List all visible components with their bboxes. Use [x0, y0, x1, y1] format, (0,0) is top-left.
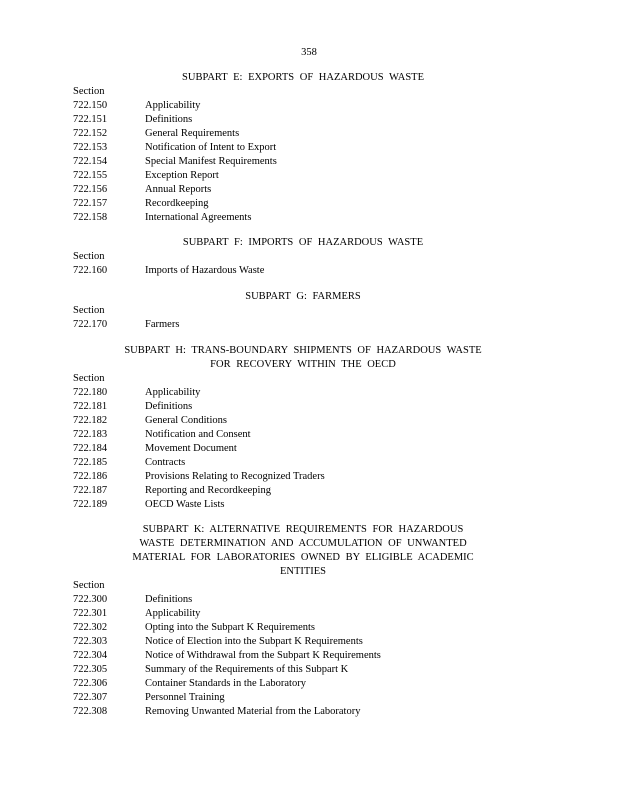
section-number: 722.157: [73, 198, 108, 209]
subpart-heading: SUBPART K: ALTERNATIVE REQUIREMENTS FOR HAZARDOUS: [142, 524, 464, 535]
section-title: Notice of Withdrawal from the Subpart K Requirements: [145, 650, 381, 661]
section-title: Applicability: [145, 608, 201, 619]
section-number: 722.305: [73, 664, 108, 675]
section-row: [73, 127, 533, 141]
section-row: [73, 318, 533, 332]
section-number: 722.155: [73, 170, 108, 181]
section-number: 722.189: [73, 499, 108, 510]
section-label: Section: [73, 86, 105, 97]
section-title: Reporting and Recordkeeping: [145, 485, 271, 496]
section-title: Applicability: [145, 387, 201, 398]
section-number: 722.150: [73, 100, 108, 111]
section-title: Recordkeeping: [145, 198, 209, 209]
section-title: Annual Reports: [145, 184, 212, 195]
section-title: Definitions: [145, 401, 193, 412]
subpart-f: [73, 236, 533, 278]
section-number: 722.154: [73, 156, 108, 167]
section-row: [73, 386, 533, 400]
section-title: OECD Waste Lists: [145, 499, 225, 510]
subpart-g: [73, 290, 533, 332]
section-title: Applicability: [145, 100, 201, 111]
section-row: [73, 649, 533, 663]
section-label: Section: [73, 251, 105, 262]
subpart-heading: SUBPART H: TRANS-BOUNDARY SHIPMENTS OF HAZARDOUS WASTE: [124, 345, 482, 356]
section-title: Exception Report: [145, 170, 219, 181]
section-title: Movement Document: [145, 443, 237, 454]
section-number: 722.187: [73, 485, 108, 496]
section-number: 722.307: [73, 692, 108, 703]
section-row: [73, 663, 533, 677]
section-row: [73, 484, 533, 498]
subpart-heading: SUBPART G: FARMERS: [245, 291, 361, 302]
section-title: Opting into the Subpart K Requirements: [145, 622, 316, 633]
section-title: Summary of the Requirements of this Subpart K: [145, 664, 349, 675]
section-number: 722.186: [73, 471, 108, 482]
section-row: [73, 155, 533, 169]
section-label: Section: [73, 580, 105, 591]
section-label: Section: [73, 373, 105, 384]
section-row: [73, 428, 533, 442]
section-number: 722.181: [73, 401, 108, 412]
section-row: [73, 691, 533, 705]
section-row: [73, 593, 533, 607]
section-number: 722.303: [73, 636, 108, 647]
subpart-k: [73, 523, 533, 719]
section-row: [73, 264, 533, 278]
section-number: 722.302: [73, 622, 108, 633]
section-number: 722.185: [73, 457, 108, 468]
section-row: [73, 635, 533, 649]
section-number: 722.300: [73, 594, 108, 605]
section-title: Notification and Consent: [145, 429, 251, 440]
section-row: [73, 498, 533, 512]
section-title: Special Manifest Requirements: [145, 156, 277, 167]
page-number: 358: [301, 47, 317, 58]
subpart-heading: FOR RECOVERY WITHIN THE OECD: [210, 359, 396, 370]
subpart-h: [73, 344, 533, 512]
section-title: Provisions Relating to Recognized Traders: [145, 471, 325, 482]
subpart-heading: MATERIAL FOR LABORATORIES OWNED BY ELIGIBLE ACADEMIC: [132, 552, 474, 563]
section-label: Section: [73, 305, 105, 316]
section-number: 722.153: [73, 142, 108, 153]
section-row: [73, 607, 533, 621]
section-row: [73, 414, 533, 428]
subpart-heading: WASTE DETERMINATION AND ACCUMULATION OF UNWANTED: [139, 538, 467, 549]
section-title: Notification of Intent to Export: [145, 142, 277, 153]
section-row: [73, 169, 533, 183]
section-row: [73, 211, 533, 225]
section-number: 722.152: [73, 128, 108, 139]
section-number: 722.156: [73, 184, 108, 195]
section-title: Definitions: [145, 594, 193, 605]
section-number: 722.183: [73, 429, 108, 440]
section-row: [73, 400, 533, 414]
section-row: [73, 197, 533, 211]
subpart-e: [73, 71, 533, 225]
section-number: 722.151: [73, 114, 108, 125]
section-title: Contracts: [145, 457, 186, 468]
section-row: [73, 621, 533, 635]
section-row: [73, 99, 533, 113]
section-number: 722.160: [73, 265, 108, 276]
section-row: [73, 705, 533, 719]
subpart-heading: SUBPART F: IMPORTS OF HAZARDOUS WASTE: [182, 237, 424, 248]
section-number: 722.182: [73, 415, 108, 426]
section-title: Definitions: [145, 114, 193, 125]
section-row: [73, 141, 533, 155]
section-row: [73, 456, 533, 470]
section-title: Farmers: [145, 319, 180, 330]
section-number: 722.170: [73, 319, 108, 330]
section-number: 722.158: [73, 212, 108, 223]
section-number: 722.304: [73, 650, 108, 661]
section-number: 722.184: [73, 443, 108, 454]
section-row: [73, 442, 533, 456]
section-title: International Agreements: [145, 212, 252, 223]
section-title: General Conditions: [145, 415, 227, 426]
section-row: [73, 470, 533, 484]
section-number: 722.308: [73, 706, 108, 717]
section-number: 722.306: [73, 678, 108, 689]
section-row: [73, 113, 533, 127]
section-row: [73, 183, 533, 197]
section-title: Container Standards in the Laboratory: [145, 678, 306, 689]
section-title: Personnel Training: [145, 692, 225, 703]
section-title: Imports of Hazardous Waste: [145, 265, 265, 276]
section-title: General Requirements: [145, 128, 240, 139]
subpart-heading: SUBPART E: EXPORTS OF HAZARDOUS WASTE: [182, 72, 424, 83]
section-title: Removing Unwanted Material from the Laboratory: [145, 706, 361, 717]
section-row: [73, 677, 533, 691]
subpart-heading: ENTITIES: [279, 566, 327, 577]
section-number: 722.180: [73, 387, 108, 398]
section-title: Notice of Election into the Subpart K Requirements: [145, 636, 363, 647]
section-number: 722.301: [73, 608, 108, 619]
